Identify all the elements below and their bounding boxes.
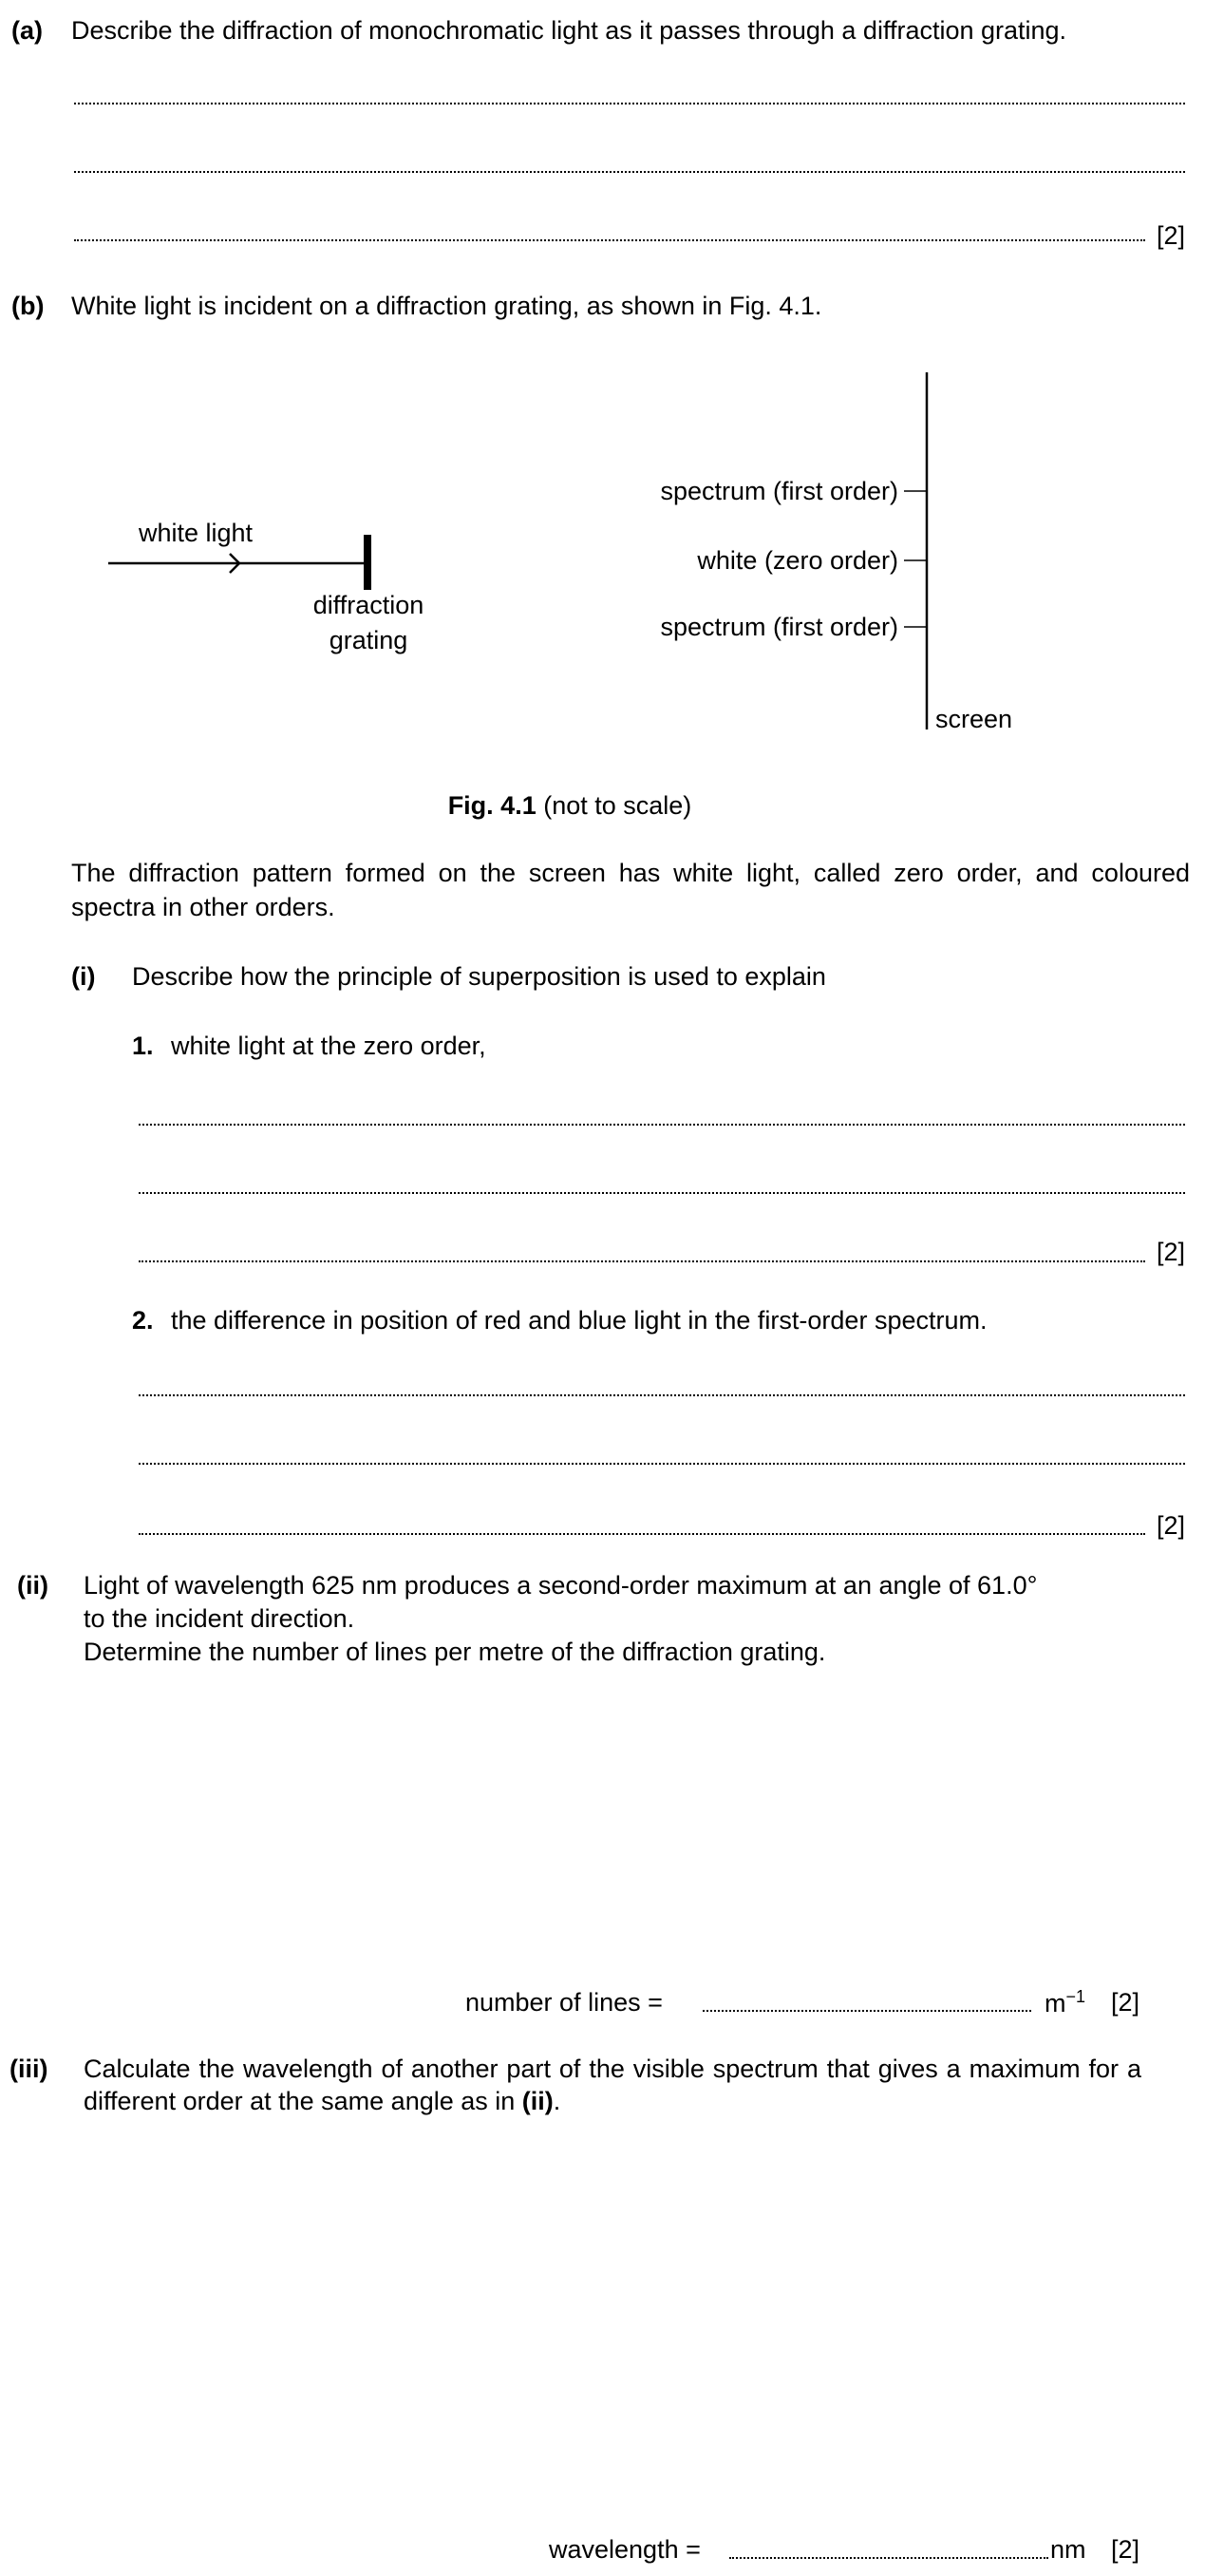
screen-label: screen	[935, 705, 1013, 733]
part-b-question: White light is incident on a diffraction grating, as shown in Fig. 4.1.	[71, 292, 822, 320]
item-2-text: the difference in position of red and blue light in the first-order spectrum.	[171, 1306, 988, 1335]
answer-line-a3[interactable]	[74, 239, 1145, 241]
part-b-label: (b)	[11, 292, 45, 320]
part-b-i-question: Describe how the principle of superposition is used to explain	[132, 962, 826, 991]
part-b-i-label: (i)	[71, 962, 96, 991]
answer-line-i2-1[interactable]	[139, 1394, 1185, 1396]
lines-unit-base: m	[1045, 1989, 1066, 2017]
part-a-mark: [2]	[1157, 221, 1186, 250]
part-b-iii-mark: [2]	[1111, 2535, 1140, 2564]
lines-unit-exponent: −1	[1065, 1987, 1086, 2006]
lines-answer-label: number of lines =	[465, 1988, 663, 2017]
part-a-question: Describe the diffraction of monochromatic light as it passes through a diffraction grating.	[71, 16, 1067, 45]
part-b-iii-reference: (ii)	[521, 2086, 554, 2115]
part-b-iii-label: (iii)	[9, 2055, 48, 2083]
figure-caption	[0, 790, 1139, 821]
item-1-mark: [2]	[1157, 1238, 1186, 1266]
answer-line-i2-2[interactable]	[139, 1463, 1185, 1465]
item-2-mark: [2]	[1157, 1511, 1186, 1540]
spectrum-first-order-top-label: spectrum (first order)	[660, 477, 898, 505]
part-b-ii-mark: [2]	[1111, 1988, 1140, 2017]
grating-label-line1: diffraction	[312, 591, 424, 619]
diffraction-grating	[364, 535, 371, 590]
answer-line-a1[interactable]	[74, 103, 1185, 104]
spectrum-first-order-bottom-label: spectrum (first order)	[660, 613, 898, 641]
part-b-iii-question	[84, 2054, 1141, 2118]
answer-line-i2-3[interactable]	[139, 1533, 1145, 1535]
grating-label-line2: grating	[329, 626, 408, 654]
white-zero-order-label: white (zero order)	[697, 546, 898, 575]
lines-answer-field[interactable]	[703, 2010, 1031, 2012]
lines-answer-unit	[1045, 1987, 1085, 2018]
wavelength-answer-unit: nm	[1050, 2535, 1086, 2564]
part-b-intro: The diffraction pattern formed on the screen has white light, called zero order, and coloured spectra in other orders.	[71, 859, 1190, 921]
answer-line-i1-3[interactable]	[139, 1260, 1145, 1262]
part-b-ii-line2: to the incident direction.	[84, 1604, 355, 1633]
wavelength-answer-field[interactable]	[729, 2557, 1048, 2559]
part-b-iii-end: .	[553, 2086, 561, 2115]
item-2-number: 2.	[132, 1306, 154, 1335]
figure-caption-number: Fig. 4.1	[447, 791, 537, 820]
item-1-text: white light at the zero order,	[171, 1032, 486, 1060]
part-b-ii-line1: Light of wavelength 625 nm produces a second-order maximum at an angle of 61.0°	[84, 1571, 1038, 1600]
answer-line-i1-2[interactable]	[139, 1192, 1185, 1194]
item-1-number: 1.	[132, 1032, 154, 1060]
white-light-label: white light	[139, 519, 254, 547]
part-b-ii-label: (ii)	[17, 1571, 48, 1600]
diffraction-figure	[0, 361, 1205, 750]
answer-line-i1-1[interactable]	[139, 1124, 1185, 1126]
wavelength-answer-label: wavelength =	[549, 2535, 701, 2564]
part-b-ii-line3: Determine the number of lines per metre of the diffraction grating.	[84, 1638, 826, 1666]
part-a-label: (a)	[11, 16, 43, 45]
answer-line-a2[interactable]	[74, 171, 1185, 173]
part-b-iii-text: Calculate the wavelength of another part of the visible spectrum that gives a maximum for a different order at the same angle as in	[84, 2055, 1141, 2115]
figure-caption-note: (not to scale)	[536, 791, 692, 820]
